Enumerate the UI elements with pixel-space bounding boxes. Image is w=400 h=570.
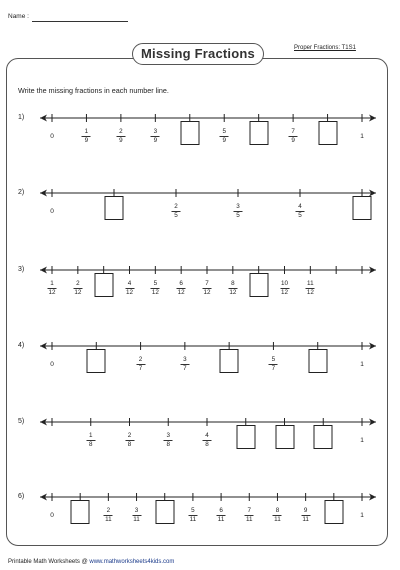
numerator: 7 (291, 128, 295, 135)
denominator: 11 (133, 516, 140, 523)
end-label: 1 (360, 437, 364, 444)
footer-url[interactable]: www.mathworksheets4kids.com (89, 559, 175, 565)
numerator: 3 (236, 203, 240, 210)
name-label: Name : (8, 13, 29, 20)
numerator: 3 (134, 507, 139, 514)
denominator: 11 (274, 516, 281, 523)
denominator: 5 (236, 212, 240, 219)
denominator: 8 (205, 441, 209, 448)
numerator: 4 (127, 280, 132, 287)
start-label: 0 (50, 208, 54, 215)
denominator: 12 (229, 289, 237, 296)
answer-box[interactable] (324, 500, 343, 524)
denominator: 12 (203, 289, 211, 296)
numerator: 1 (88, 432, 93, 439)
denominator: 9 (153, 137, 158, 144)
denominator: 9 (291, 137, 295, 144)
end-label: 1 (360, 512, 364, 519)
numerator: 2 (174, 203, 178, 210)
numerator: 9 (303, 507, 308, 514)
denominator: 7 (183, 365, 187, 372)
numerator: 3 (153, 128, 158, 135)
start-label: 0 (50, 361, 54, 368)
numerator: 2 (119, 128, 123, 135)
numerator: 8 (231, 280, 235, 287)
denominator: 5 (298, 212, 302, 219)
numerator: 6 (179, 280, 183, 287)
numerator: 5 (153, 280, 158, 287)
numerator: 7 (247, 507, 252, 514)
numerator: 4 (205, 432, 209, 439)
problem-number: 2) (18, 189, 25, 196)
instruction-text: Write the missing fractions in each number line. (18, 86, 169, 95)
denominator: 8 (127, 441, 132, 448)
fraction-label (217, 507, 226, 523)
numerator: 5 (222, 128, 226, 135)
fraction-label (245, 507, 254, 523)
denominator: 9 (119, 137, 123, 144)
problem-number: 5) (18, 418, 25, 425)
numerator: 1 (84, 128, 89, 135)
denominator: 5 (174, 212, 178, 219)
denominator: 7 (271, 365, 276, 372)
end-label: 1 (360, 133, 364, 140)
start-label: 0 (50, 133, 54, 140)
fraction-label (273, 507, 282, 523)
denominator: 12 (125, 289, 133, 296)
denominator: 11 (105, 516, 112, 523)
denominator: 11 (217, 516, 225, 523)
denominator: 12 (151, 289, 159, 296)
denominator: 8 (166, 441, 170, 448)
denominator: 12 (177, 289, 185, 296)
numerator: 11 (307, 280, 314, 287)
numerator: 1 (50, 280, 54, 287)
denominator: 12 (74, 289, 82, 296)
fraction-label (301, 507, 310, 523)
problem-number: 4) (18, 342, 25, 349)
numerator: 6 (219, 507, 223, 514)
denominator: 9 (222, 137, 226, 144)
numerator: 8 (275, 507, 280, 514)
numerator: 5 (191, 507, 195, 514)
footer (8, 559, 174, 565)
denominator: 9 (84, 137, 89, 144)
problem-number: 6) (18, 493, 25, 500)
worksheet-code: Proper Fractions: T1S1 (294, 45, 356, 51)
worksheet-title: Missing Fractions (132, 43, 264, 65)
problem-number: 3) (18, 266, 25, 273)
end-label: 1 (360, 361, 364, 368)
numerator: 7 (205, 280, 209, 287)
denominator: 7 (138, 365, 143, 372)
numerator: 5 (271, 356, 276, 363)
denominator: 12 (48, 289, 56, 296)
numerator: 2 (138, 356, 143, 363)
problem-number: 1) (18, 114, 25, 121)
numerator: 2 (76, 280, 80, 287)
numerator: 4 (298, 203, 302, 210)
denominator: 8 (88, 441, 93, 448)
answer-box[interactable] (71, 500, 90, 524)
fraction-label (188, 507, 197, 523)
denominator: 11 (189, 516, 197, 523)
numerator: 2 (106, 507, 111, 514)
denominator: 11 (302, 516, 309, 523)
denominator: 11 (245, 516, 253, 523)
numerator: 3 (183, 356, 187, 363)
footer-text: Printable Math Worksheets @ (8, 559, 90, 565)
numerator: 3 (166, 432, 170, 439)
fraction-label (132, 507, 141, 523)
start-label: 0 (50, 512, 54, 519)
numerator: 10 (280, 280, 288, 287)
answer-box[interactable] (155, 500, 174, 524)
fraction-label (104, 507, 113, 523)
denominator: 12 (306, 289, 314, 296)
numerator: 2 (127, 432, 132, 439)
denominator: 12 (280, 289, 288, 296)
